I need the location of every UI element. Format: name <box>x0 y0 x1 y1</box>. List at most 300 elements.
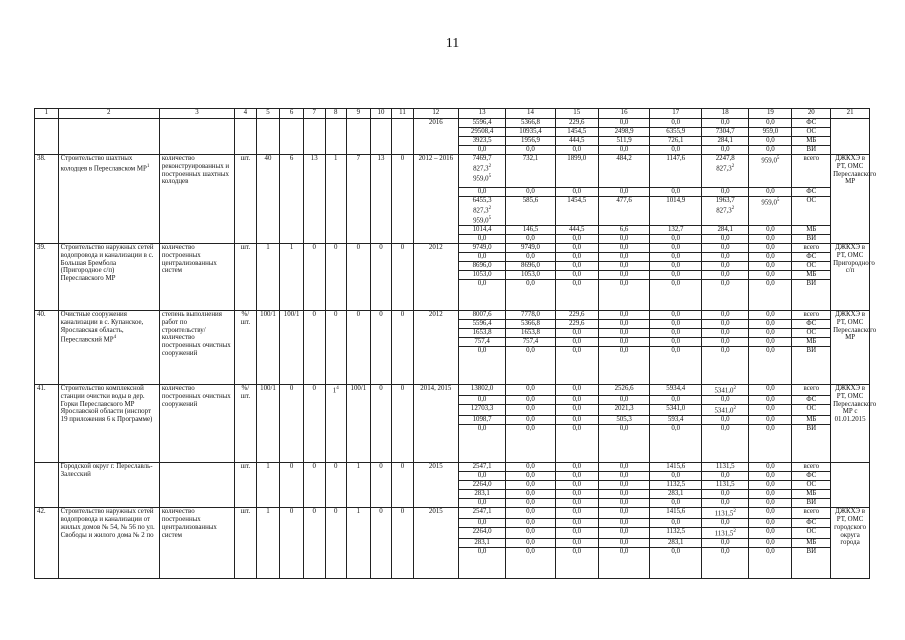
value-v15: 0,0 <box>555 337 598 346</box>
target-c8: 1 <box>325 155 347 244</box>
value-v13: 2547,1 <box>458 463 505 472</box>
value-v16: 484,2 <box>598 155 650 188</box>
target-c9: 0 <box>347 310 371 384</box>
value-v19: 0,0 <box>749 481 792 490</box>
value-v15: 0,0 <box>555 243 598 252</box>
value-v16: 0,0 <box>598 261 650 270</box>
value-v15: 0,0 <box>555 396 598 405</box>
value-v15: 0,0 <box>555 416 598 425</box>
target-c5 <box>256 119 280 155</box>
value-v19: 0,0 <box>749 328 792 337</box>
value-v15: 1454,5 <box>555 128 598 137</box>
program-table <box>34 108 877 579</box>
header-cell: 14 <box>506 109 555 119</box>
value-v16: 0,0 <box>598 508 650 519</box>
value-v19: 0,0 <box>749 261 792 270</box>
indicator: количество построенных централизованных систем <box>159 508 234 579</box>
target-c9: 1 <box>347 463 371 508</box>
value-v15: 0,0 <box>555 234 598 243</box>
value-v17: 1147,6 <box>650 155 702 188</box>
header-cell: 19 <box>749 109 792 119</box>
indicator <box>159 463 234 508</box>
value-v17: 283,1 <box>650 539 702 548</box>
value-v13: 1053,0 <box>458 270 505 279</box>
value-v13: 8007,6 <box>458 310 505 319</box>
target-c5: 40 <box>256 155 280 244</box>
table-row <box>35 508 870 519</box>
value-v16: 0,0 <box>598 425 650 463</box>
target-c7: 0 <box>303 310 325 384</box>
value-v13: 1014,4 <box>458 225 505 234</box>
value-v14: 757,4 <box>506 337 555 346</box>
value-v14: 9749,0 <box>506 243 555 252</box>
funding-source: ОС <box>792 405 831 416</box>
target-c6: 6 <box>280 155 304 244</box>
value-v16: 0,0 <box>598 310 650 319</box>
value-v14: 585,6 <box>506 197 555 226</box>
value-v17: 0,0 <box>650 346 702 384</box>
target-c11: 0 <box>392 384 414 462</box>
value-v16: 0,0 <box>598 499 650 508</box>
value-v15: 0,0 <box>555 528 598 539</box>
value-v13: 12703,3 <box>458 405 505 416</box>
measure-name <box>58 119 159 155</box>
value-v13: 0,0 <box>458 279 505 310</box>
table-row <box>35 155 870 188</box>
value-v14: 0,0 <box>506 528 555 539</box>
value-v14: 0,0 <box>506 252 555 261</box>
unit: %/шт. <box>235 310 257 384</box>
header-cell: 6 <box>280 109 304 119</box>
value-v18: 0,0 <box>702 346 749 384</box>
target-c11: 0 <box>392 243 414 310</box>
funding-source: всего <box>792 243 831 252</box>
funding-source: ОС <box>792 328 831 337</box>
value-v14: 146,5 <box>506 225 555 234</box>
target-c7: 13 <box>303 155 325 244</box>
value-v17: 0,0 <box>650 425 702 463</box>
target-c11: 0 <box>392 155 414 244</box>
target-c5: 1 <box>256 508 280 579</box>
value-v15: 229,6 <box>555 119 598 128</box>
value-v18: 0,0 <box>702 499 749 508</box>
value-v15: 444,5 <box>555 225 598 234</box>
value-v19: 0,0 <box>749 234 792 243</box>
responsible: ДЖКХЭ в РТ, ОМС Пригородного с/п <box>831 243 870 310</box>
funding-source: МБ <box>792 270 831 279</box>
target-c10: 0 <box>370 384 392 462</box>
value-v14: 0,0 <box>506 539 555 548</box>
value-v13: 283,1 <box>458 539 505 548</box>
funding-source: ФС <box>792 396 831 405</box>
value-v17: 0,0 <box>650 279 702 310</box>
value-v18: 0,0 <box>702 310 749 319</box>
row-number: 38. <box>35 155 59 244</box>
value-v17: 1132,5 <box>650 481 702 490</box>
years: 2015 <box>413 508 458 579</box>
value-v17: 0,0 <box>650 270 702 279</box>
funding-source: ВИ <box>792 146 831 155</box>
value-v16: 0,0 <box>598 252 650 261</box>
value-v15: 0,0 <box>555 490 598 499</box>
value-v15: 0,0 <box>555 405 598 416</box>
years: 2016 <box>413 119 458 155</box>
value-v18: 0,0 <box>702 188 749 197</box>
value-v14: 732,1 <box>506 155 555 188</box>
value-v18: 1131,5$^2$ <box>702 508 749 519</box>
funding-source: ВИ <box>792 548 831 579</box>
value-v17: 1415,6 <box>650 463 702 472</box>
target-c6: 0 <box>280 463 304 508</box>
value-v16: 0,0 <box>598 481 650 490</box>
funding-source: всего <box>792 155 831 188</box>
value-v18: 5341,0$^2$ <box>702 405 749 416</box>
value-v19: 0,0 <box>749 279 792 310</box>
value-v15: 1899,0 <box>555 155 598 188</box>
value-v13: 13802,0 <box>458 384 505 395</box>
value-v19: 0,0 <box>749 346 792 384</box>
years: 2012 <box>413 310 458 384</box>
value-v14: 5366,8 <box>506 319 555 328</box>
target-c6 <box>280 119 304 155</box>
value-v15: 0,0 <box>555 508 598 519</box>
target-c11: 0 <box>392 463 414 508</box>
target-c9: 100/1 <box>347 384 371 462</box>
target-c8: 0 <box>325 463 347 508</box>
value-v16: 511,9 <box>598 137 650 146</box>
target-c10: 0 <box>370 508 392 579</box>
value-v16: 0,0 <box>598 243 650 252</box>
value-v15: 229,6 <box>555 310 598 319</box>
value-v17: 283,1 <box>650 490 702 499</box>
value-v18: 7304,7 <box>702 128 749 137</box>
value-v13: 29508,4 <box>458 128 505 137</box>
funding-source: всего <box>792 310 831 319</box>
value-v16: 0,0 <box>598 472 650 481</box>
header-cell: 9 <box>347 109 371 119</box>
value-v16: 0,0 <box>598 319 650 328</box>
value-v18: 1131,5 <box>702 481 749 490</box>
value-v15: 0,0 <box>555 425 598 463</box>
value-v13: 1653,8 <box>458 328 505 337</box>
value-v14: 8696,0 <box>506 261 555 270</box>
value-v14: 0,0 <box>506 508 555 519</box>
value-v18: 2247,8 827,3$^2$ <box>702 155 749 188</box>
value-v18: 0,0 <box>702 472 749 481</box>
value-v16: 0,0 <box>598 270 650 279</box>
value-v14: 0,0 <box>506 425 555 463</box>
target-c10 <box>370 119 392 155</box>
unit <box>235 119 257 155</box>
value-v18: 0,0 <box>702 548 749 579</box>
value-v15: 0,0 <box>555 481 598 490</box>
unit: шт. <box>235 508 257 579</box>
value-v17: 0,0 <box>650 261 702 270</box>
target-c6: 0 <box>280 508 304 579</box>
value-v19: 0,0 <box>749 252 792 261</box>
responsible: ДЖКХЭ в РТ, ОМС Переславского МР <box>831 155 870 244</box>
page-number: 11 <box>445 36 460 51</box>
value-v18: 0,0 <box>702 234 749 243</box>
years: 2014, 2015 <box>413 384 458 462</box>
target-c9: 0 <box>347 243 371 310</box>
value-v15: 0,0 <box>555 499 598 508</box>
value-v16: 0,0 <box>598 146 650 155</box>
value-v18: 0,0 <box>702 425 749 463</box>
value-v19: 0,0 <box>749 310 792 319</box>
value-v16: 0,0 <box>598 548 650 579</box>
header-cell: 12 <box>413 109 458 119</box>
value-v14: 0,0 <box>506 481 555 490</box>
value-v15: 0,0 <box>555 539 598 548</box>
value-v17: 0,0 <box>650 252 702 261</box>
funding-source: ФС <box>792 252 831 261</box>
value-v14: 0,0 <box>506 234 555 243</box>
value-v19: 0,0 <box>749 490 792 499</box>
indicator <box>159 119 234 155</box>
value-v19: 0,0 <box>749 396 792 405</box>
funding-source: ВИ <box>792 234 831 243</box>
responsible <box>831 463 870 508</box>
value-v13: 5596,4 <box>458 119 505 128</box>
funding-source: ФС <box>792 188 831 197</box>
value-v19: 0,0 <box>749 225 792 234</box>
unit: шт. <box>235 463 257 508</box>
value-v14: 0,0 <box>506 405 555 416</box>
funding-source: МБ <box>792 416 831 425</box>
value-v18: 0,0 <box>702 261 749 270</box>
funding-source: МБ <box>792 490 831 499</box>
target-c5: 100/1 <box>256 384 280 462</box>
header-cell: 20 <box>792 109 831 119</box>
header-row <box>35 109 870 119</box>
target-c7 <box>303 119 325 155</box>
value-v15: 0,0 <box>555 463 598 472</box>
target-c8: 0 <box>325 508 347 579</box>
value-v14: 10935,4 <box>506 128 555 137</box>
value-v15: 0,0 <box>555 384 598 395</box>
value-v18: 0,0 <box>702 337 749 346</box>
value-v16: 0,0 <box>598 490 650 499</box>
value-v18: 1131,5$^2$ <box>702 528 749 539</box>
header-cell: 3 <box>159 109 234 119</box>
header-cell: 1 <box>35 109 59 119</box>
value-v13: 5596,4 <box>458 319 505 328</box>
measure-name: Строительство наружных сетей водопровода и канализации в с. Большая Брембола (Пригородное с/п) Переславского МР <box>58 243 159 310</box>
funding-source: МБ <box>792 137 831 146</box>
value-v16: 6,6 <box>598 225 650 234</box>
value-v17: 1014,9 <box>650 197 702 226</box>
header-cell: 16 <box>598 109 650 119</box>
value-v16: 477,6 <box>598 197 650 226</box>
value-v17: 0,0 <box>650 472 702 481</box>
value-v14: 0,0 <box>506 384 555 395</box>
value-v14: 0,0 <box>506 548 555 579</box>
target-c5: 1 <box>256 243 280 310</box>
indicator: количество построенных очистных сооружений <box>159 384 234 462</box>
value-v13: 2264,0 <box>458 481 505 490</box>
value-v14: 0,0 <box>506 396 555 405</box>
value-v18: 1131,5 <box>702 463 749 472</box>
value-v13: 0,0 <box>458 499 505 508</box>
funding-source: ОС <box>792 261 831 270</box>
value-v19: 0,0 <box>749 499 792 508</box>
value-v18: 284,1 <box>702 137 749 146</box>
value-v14: 0,0 <box>506 346 555 384</box>
value-v19: 959,0$^5$ <box>749 155 792 188</box>
target-c10: 0 <box>370 463 392 508</box>
funding-source: ФС <box>792 519 831 528</box>
value-v15: 0,0 <box>555 146 598 155</box>
value-v14: 1053,0 <box>506 270 555 279</box>
target-c6: 100/1 <box>280 310 304 384</box>
header-cell: 11 <box>392 109 414 119</box>
target-c11: 0 <box>392 508 414 579</box>
header-cell: 7 <box>303 109 325 119</box>
table-row <box>35 119 870 128</box>
value-v18: 0,0 <box>702 119 749 128</box>
value-v19: 0,0 <box>749 463 792 472</box>
funding-source: ВИ <box>792 425 831 463</box>
row-number <box>35 463 59 508</box>
value-v15: 0,0 <box>555 346 598 384</box>
value-v13: 757,4 <box>458 337 505 346</box>
target-c5: 1 <box>256 463 280 508</box>
value-v17: 0,0 <box>650 310 702 319</box>
value-v18: 0,0 <box>702 270 749 279</box>
value-v13: 0,0 <box>458 146 505 155</box>
row-number: 42. <box>35 508 59 579</box>
value-v15: 0,0 <box>555 188 598 197</box>
value-v15: 444,5 <box>555 137 598 146</box>
value-v18: 0,0 <box>702 279 749 310</box>
value-v18: 0,0 <box>702 539 749 548</box>
value-v17: 0,0 <box>650 188 702 197</box>
target-c9: 1 <box>347 508 371 579</box>
value-v17: 0,0 <box>650 337 702 346</box>
value-v17: 0,0 <box>650 519 702 528</box>
row-number: 39. <box>35 243 59 310</box>
value-v18: 0,0 <box>702 243 749 252</box>
measure-name: Строительство комплексной станции очистки воды в дер. Горки Переславского МР Ярославской области (инспорт 19 приложения 6 к Программе) <box>58 384 159 462</box>
value-v18: 284,1 <box>702 225 749 234</box>
value-v16: 0,0 <box>598 346 650 384</box>
value-v13: 1098,7 <box>458 416 505 425</box>
value-v17: 0,0 <box>650 396 702 405</box>
value-v14: 0,0 <box>506 279 555 310</box>
value-v14: 0,0 <box>506 188 555 197</box>
value-v17: 0,0 <box>650 119 702 128</box>
value-v18: 0,0 <box>702 519 749 528</box>
funding-source: ОС <box>792 481 831 490</box>
value-v19: 0,0 <box>749 137 792 146</box>
header-cell: 17 <box>650 109 702 119</box>
target-c8 <box>325 119 347 155</box>
target-c9: 7 <box>347 155 371 244</box>
value-v13: 0,0 <box>458 252 505 261</box>
value-v19: 0,0 <box>749 146 792 155</box>
target-c11: 0 <box>392 310 414 384</box>
value-v14: 0,0 <box>506 490 555 499</box>
value-v14: 0,0 <box>506 472 555 481</box>
funding-source: ОС <box>792 197 831 226</box>
value-v16: 0,0 <box>598 188 650 197</box>
value-v16: 2498,9 <box>598 128 650 137</box>
row-number: 40. <box>35 310 59 384</box>
value-v13: 0,0 <box>458 425 505 463</box>
value-v15: 0,0 <box>555 261 598 270</box>
target-c10: 0 <box>370 310 392 384</box>
target-c7: 0 <box>303 463 325 508</box>
value-v14: 5366,8 <box>506 119 555 128</box>
value-v13: 0,0 <box>458 548 505 579</box>
target-c6: 0 <box>280 384 304 462</box>
funding-source: всего <box>792 463 831 472</box>
value-v19: 0,0 <box>749 384 792 395</box>
value-v19: 0,0 <box>749 405 792 416</box>
value-v19: 0,0 <box>749 319 792 328</box>
measure-name: Очистные сооружения канализации в с. Купанское, Ярославская область, Переславский $МР^4$ <box>58 310 159 384</box>
value-v19: 0,0 <box>749 243 792 252</box>
target-c9 <box>347 119 371 155</box>
value-v14: 1653,8 <box>506 328 555 337</box>
value-v18: 5341,0$^2$ <box>702 384 749 395</box>
table-row <box>35 243 870 252</box>
value-v13: 2264,0 <box>458 528 505 539</box>
funding-source: ФС <box>792 319 831 328</box>
value-v17: 0,0 <box>650 499 702 508</box>
value-v18: 1963,7 827,3$^2$ <box>702 197 749 226</box>
value-v16: 505,3 <box>598 416 650 425</box>
value-v17: 5934,4 <box>650 384 702 395</box>
value-v19: 0,0 <box>749 337 792 346</box>
value-v17: 0,0 <box>650 548 702 579</box>
value-v17: 593,4 <box>650 416 702 425</box>
funding-source: ОС <box>792 528 831 539</box>
value-v18: 0,0 <box>702 328 749 337</box>
value-v19: 959,0$^5$ <box>749 197 792 226</box>
value-v15: 0,0 <box>555 270 598 279</box>
value-v13: 0,0 <box>458 346 505 384</box>
value-v17: 1415,6 <box>650 508 702 519</box>
funding-source: ФС <box>792 472 831 481</box>
target-c8: 0 <box>325 310 347 384</box>
header-cell: 10 <box>370 109 392 119</box>
value-v17: 1132,5 <box>650 528 702 539</box>
measure-name: Строительство шахтных колодцев в Переславском $МР^1$ <box>58 155 159 244</box>
value-v13: 2547,1 <box>458 508 505 519</box>
value-v14: 7778,0 <box>506 310 555 319</box>
target-c10: 0 <box>370 243 392 310</box>
value-v14: 0,0 <box>506 463 555 472</box>
unit: %/шт. <box>235 384 257 462</box>
value-v13: 283,1 <box>458 490 505 499</box>
value-v18: 0,0 <box>702 252 749 261</box>
value-v13: 7469,7 827,3$^2$ 959,0$^5$ <box>458 155 505 188</box>
value-v16: 0,0 <box>598 519 650 528</box>
value-v13: 0,0 <box>458 396 505 405</box>
target-c11 <box>392 119 414 155</box>
value-v16: 0,0 <box>598 328 650 337</box>
funding-source: всего <box>792 384 831 395</box>
value-v17: 5341,0 <box>650 405 702 416</box>
indicator: степень выполнения работ по строительству/ количество построенных очистных сооружений <box>159 310 234 384</box>
value-v18: 0,0 <box>702 416 749 425</box>
value-v17: 0,0 <box>650 243 702 252</box>
value-v14: 0,0 <box>506 519 555 528</box>
funding-source: ОС <box>792 128 831 137</box>
value-v19: 0,0 <box>749 119 792 128</box>
